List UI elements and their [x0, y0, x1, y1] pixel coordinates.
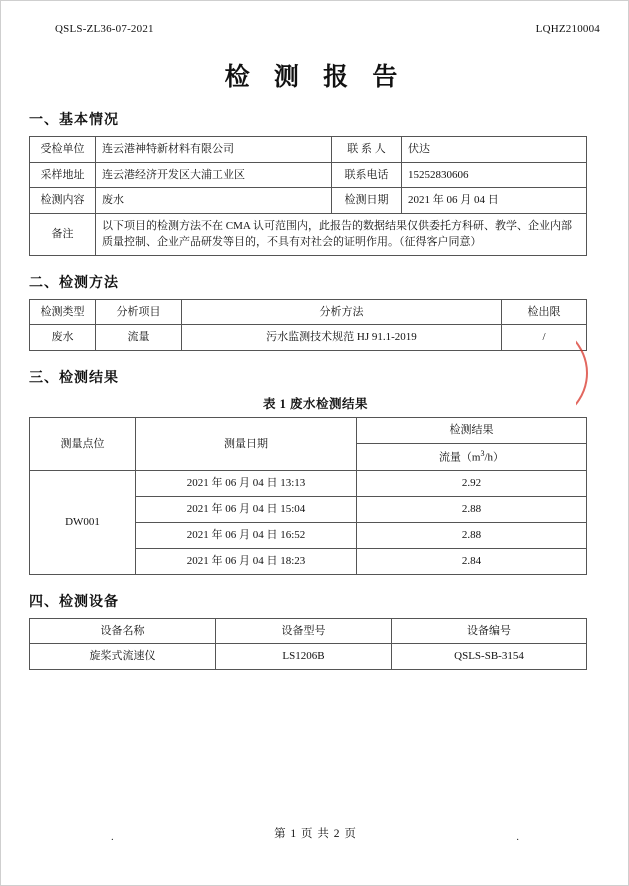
method-item-0: 流量 — [96, 325, 182, 351]
basic-label2-1: 联系电话 — [332, 162, 402, 188]
result-col-date: 测量日期 — [136, 418, 357, 471]
equip-name-0: 旋桨式流速仪 — [30, 644, 216, 670]
basic-label-0: 受检单位 — [30, 137, 96, 163]
result-table — [29, 417, 587, 575]
basic-label2-2: 检测日期 — [332, 188, 402, 214]
equip-col-1: 设备型号 — [216, 618, 392, 644]
page-title: 检 测 报 告 — [224, 64, 407, 91]
table-header-row — [30, 299, 587, 325]
section-heading-equipment: 四、检测设备 — [29, 594, 119, 610]
result-value-0: 2.92 — [357, 470, 587, 496]
footer-mark-right: . — [516, 831, 520, 843]
table-row — [30, 188, 587, 214]
basic-value2-0: 伏达 — [402, 137, 587, 163]
basic-label-1: 采样地址 — [30, 162, 96, 188]
section-heading-method: 二、检测方法 — [29, 275, 119, 291]
method-col-0: 检测类型 — [30, 299, 96, 325]
table-header-row — [30, 618, 587, 644]
method-col-3: 检出限 — [502, 299, 587, 325]
result-col-unit — [357, 443, 587, 470]
basic-value-2: 废水 — [96, 188, 332, 214]
basic-label2-0: 联 系 人 — [332, 137, 402, 163]
method-col-2: 分析方法 — [182, 299, 502, 325]
basic-label-2: 检测内容 — [30, 188, 96, 214]
method-col-1: 分析项目 — [96, 299, 182, 325]
page-number: 第 1 页 共 2 页 — [274, 828, 357, 840]
result-col-point: 测量点位 — [30, 418, 136, 471]
table-row — [30, 137, 587, 163]
equip-code-0: QSLS-SB-3154 — [392, 644, 587, 670]
seal-ring-text — [576, 323, 595, 423]
section-heading-result: 三、检测结果 — [29, 371, 119, 386]
page-content — [23, 19, 608, 869]
result-point-value: DW001 — [30, 470, 136, 574]
basic-value-0: 连云港神特新材料有限公司 — [96, 137, 332, 163]
section-heading-basic: 一、基本情况 — [29, 113, 119, 128]
equipment-table — [29, 618, 587, 671]
table-row-note — [30, 213, 587, 255]
result-date-0: 2021 年 06 月 04 日 13:13 — [136, 470, 357, 496]
table-row — [30, 325, 587, 351]
result-value-3: 2.84 — [357, 548, 587, 574]
result-table-caption: 表 1 废水检测结果 — [262, 397, 368, 411]
equip-model-0: LS1206B — [216, 644, 392, 670]
result-unit-sup: 3 — [480, 448, 485, 458]
note-label: 备注 — [30, 213, 96, 255]
result-col-result: 检测结果 — [357, 418, 587, 444]
method-method-0: 污水监测技术规范 HJ 91.1-2019 — [182, 325, 502, 351]
result-unit-prefix: 流量（m — [438, 451, 481, 464]
result-date-1: 2021 年 06 月 04 日 15:04 — [136, 496, 357, 522]
table-row — [30, 162, 587, 188]
result-value-2: 2.88 — [357, 522, 587, 548]
table-row — [30, 644, 587, 670]
seal-clip — [576, 323, 628, 423]
result-date-3: 2021 年 06 月 04 日 18:23 — [136, 548, 357, 574]
report-number: LQHZ210004 — [535, 23, 600, 35]
basic-value-1: 连云港经济开发区大浦工业区 — [96, 162, 332, 188]
equip-col-0: 设备名称 — [30, 618, 216, 644]
result-value-1: 2.88 — [357, 496, 587, 522]
note-text: 以下项目的检测方法不在 CMA 认可范围内，此报告的数据结果仅供委托方科研、教学、企业内部质量控制、企业产品研发等目的，不具有对社会的证明作用。（征得客户同意） — [96, 213, 587, 255]
basic-value2-2: 2021 年 06 月 04 日 — [402, 188, 587, 214]
result-unit-tail: /h） — [484, 451, 505, 464]
document-header — [23, 19, 608, 45]
method-table — [29, 299, 587, 352]
table-header-row — [30, 418, 587, 444]
equip-col-2: 设备编号 — [392, 618, 587, 644]
method-limit-0: / — [502, 325, 587, 351]
doc-code: QSLS-ZL36-07-2021 — [55, 23, 154, 35]
official-seal — [576, 323, 597, 423]
page-footer — [23, 825, 608, 841]
method-type-0: 废水 — [30, 325, 96, 351]
table-row — [30, 470, 587, 496]
result-date-2: 2021 年 06 月 04 日 16:52 — [136, 522, 357, 548]
footer-mark-left: . — [111, 831, 115, 843]
basic-value2-1: 15252830606 — [402, 162, 587, 188]
basic-info-table — [29, 136, 587, 256]
